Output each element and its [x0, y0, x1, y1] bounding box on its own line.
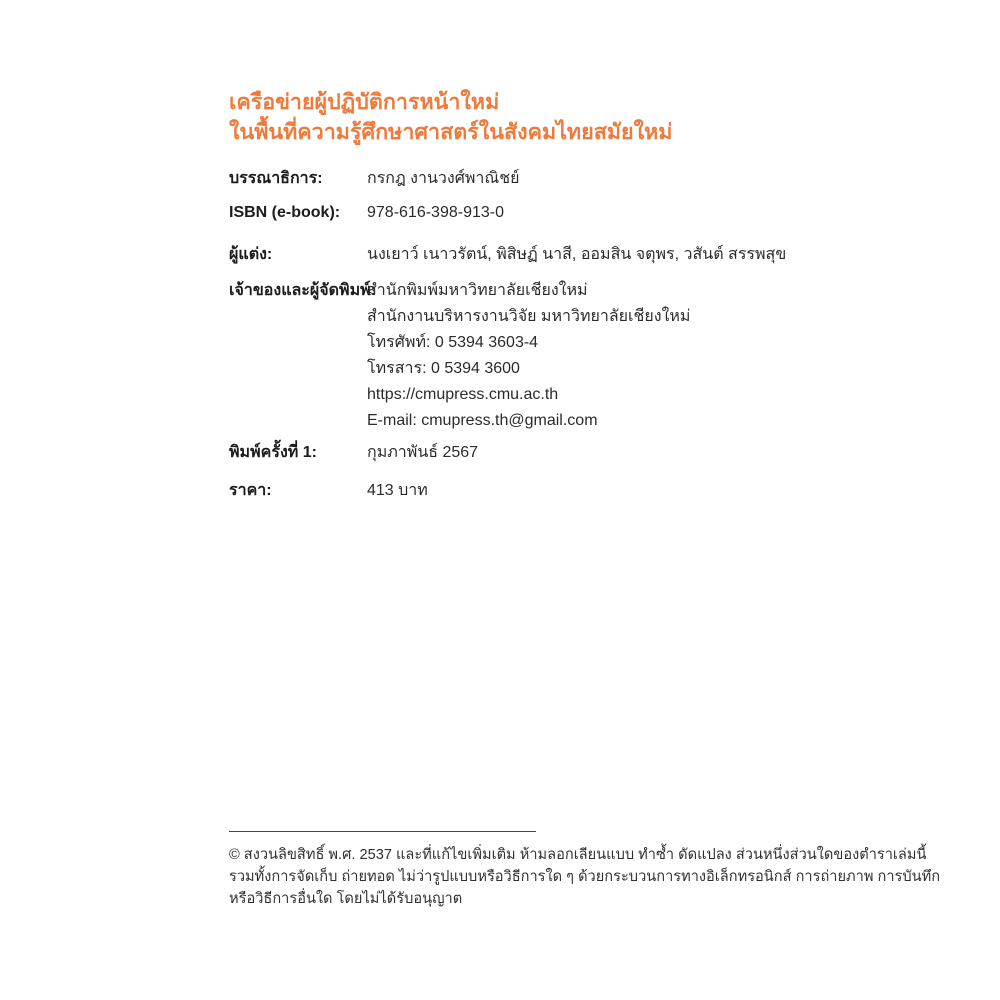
edition-label: พิมพ์ครั้งที่ 1:: [229, 444, 317, 461]
publisher-value: [367, 278, 867, 434]
editor-value: กรกฎ งานวงศ์พาณิชย์: [367, 170, 520, 187]
authors-value: นงเยาว์ เนาวรัตน์, พิสิษฏ์ นาสี, ออมสิน จตุพร, วสันต์ สรรพสุข: [367, 246, 787, 263]
publisher-phone-line: โทรศัพท์: 0 5394 3603-4: [367, 334, 539, 351]
footer-divider-line: [229, 831, 536, 832]
publisher-name-line: สำนักพิมพ์มหาวิทยาลัยเชียงใหม่: [367, 282, 588, 299]
price-value: 413 บาท: [367, 482, 428, 499]
book-title-line-2: ในพื้นที่ความรู้ศึกษาศาสตร์ในสังคมไทยสมัยใหม่: [229, 120, 673, 144]
publisher-email-link[interactable]: E-mail: cmupress.th@gmail.com: [367, 412, 598, 429]
copyright-notice: [229, 844, 941, 910]
book-title-line-1: เครือข่ายผู้ปฏิบัติการหน้าใหม่: [229, 90, 500, 114]
authors-label: ผู้แต่ง:: [229, 246, 273, 263]
book-title: [229, 87, 849, 147]
copyright-line-2: รวมทั้งการจัดเก็บ ถ่ายทอด ไม่ว่ารูปแบบหรือวิธีการใด ๆ ด้วยกระบวนการทางอิเล็กทรอนิกส์ การถ่ายภาพ การบันทึก: [229, 869, 941, 885]
edition-value: กุมภาพันธ์ 2567: [367, 444, 479, 461]
publisher-office-line: สำนักงานบริหารงานวิจัย มหาวิทยาลัยเชียงใหม่: [367, 308, 691, 325]
publisher-label: เจ้าของและผู้จัดพิมพ์:: [229, 282, 377, 299]
publisher-fax-line: โทรสาร: 0 5394 3600: [367, 360, 520, 377]
price-label: ราคา:: [229, 482, 272, 499]
copyright-line-1: © สงวนลิขสิทธิ์ พ.ศ. 2537 และที่แก้ไขเพิ่มเติม ห้ามลอกเลียนแบบ ทำซ้ำ ดัดแปลง ส่วนหนึ่งส่วนใดของตำราเล่มนี้: [229, 847, 927, 863]
publisher-website-link[interactable]: https://cmupress.cmu.ac.th: [367, 386, 559, 403]
copyright-line-3: หรือวิธีการอื่นใด โดยไม่ได้รับอนุญาต: [229, 891, 463, 907]
isbn-label: ISBN (e-book):: [229, 204, 341, 221]
isbn-value: 978-616-398-913-0: [367, 204, 504, 221]
editor-label: บรรณาธิการ:: [229, 170, 323, 187]
